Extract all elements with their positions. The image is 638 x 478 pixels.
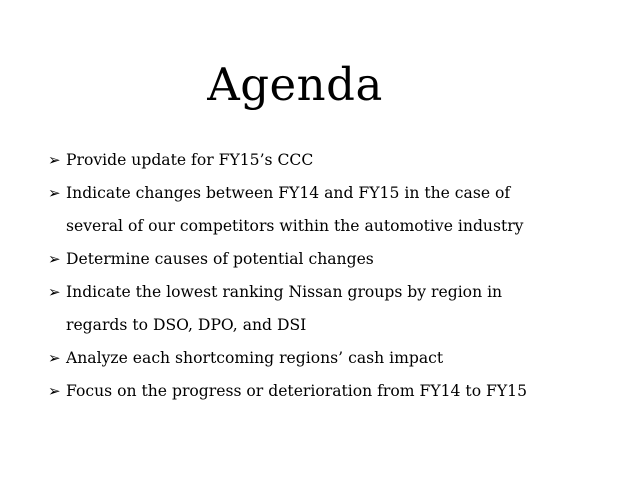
agenda-item [48, 342, 628, 375]
agenda-item [48, 375, 628, 408]
arrow-bullet-icon: ➢ [48, 184, 61, 202]
agenda-item [48, 276, 628, 342]
slide-title: Agenda [207, 58, 383, 111]
agenda-item [48, 243, 628, 276]
arrow-bullet-icon: ➢ [48, 349, 61, 367]
agenda-item [48, 177, 628, 243]
agenda-item-text-continued: several of our competitors within the automotive industry [66, 217, 524, 235]
agenda-item-text: Analyze each shortcoming regions’ cash impact [66, 349, 444, 367]
agenda-item-text: Indicate changes between FY14 and FY15 in the case of [66, 184, 511, 202]
arrow-bullet-icon: ➢ [48, 250, 61, 268]
agenda-item-text-continued: regards to DSO, DPO, and DSI [66, 316, 307, 334]
agenda-item-text: Focus on the progress or deterioration from FY14 to FY15 [66, 382, 527, 400]
arrow-bullet-icon: ➢ [48, 151, 61, 169]
arrow-bullet-icon: ➢ [48, 382, 61, 400]
agenda-item [48, 144, 628, 177]
agenda-item-text: Determine causes of potential changes [66, 250, 374, 268]
agenda-item-text: Indicate the lowest ranking Nissan groups by region in [66, 283, 503, 301]
agenda-item-text: Provide update for FY15’s CCC [66, 151, 314, 169]
arrow-bullet-icon: ➢ [48, 283, 61, 301]
agenda-list [48, 144, 628, 408]
